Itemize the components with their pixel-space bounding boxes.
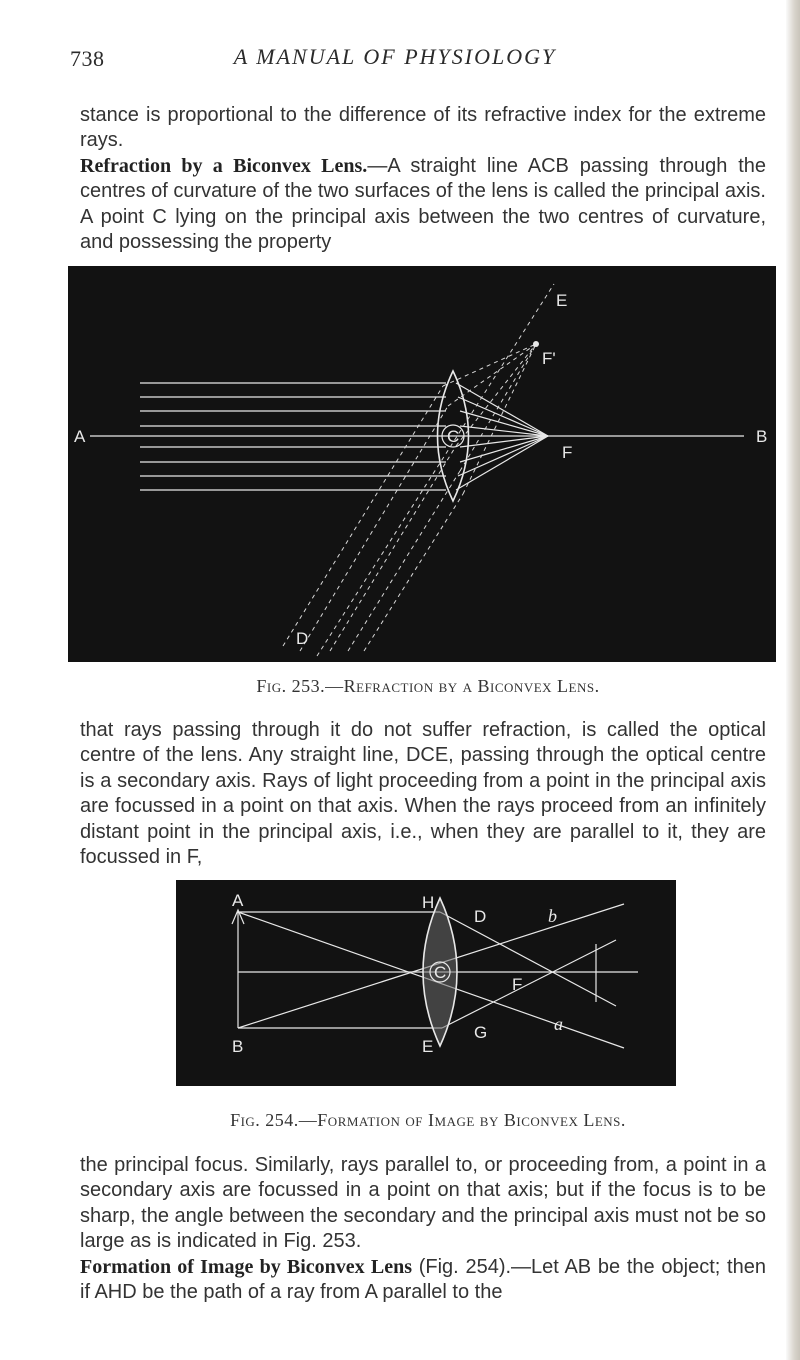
label-C: C [434, 963, 447, 982]
label-A: A [74, 427, 86, 446]
label-D: D [296, 629, 309, 648]
paragraph-2-heading: Refraction by a Biconvex Lens. [80, 155, 368, 177]
oblique-ray [283, 386, 443, 646]
label-E: E [422, 1037, 434, 1056]
oblique-refracted-ray [460, 344, 536, 471]
oblique-refracted-ray [448, 344, 536, 406]
label-C: C [447, 427, 460, 446]
paragraph-3: that rays passing through it do not suffer refraction, is called the optical centre of the lens. Any straight line, DCE, passing through the optical centre is a secondary axis. Rays of light proceeding from a point in the principal axis are focussed in a point on that axis. When the rays proceed from an infinitely distant point in the principal axis, i.e., when they are parallel to it, they are focussed in F, [80, 719, 766, 869]
figure-254 [176, 880, 676, 1086]
refracted-ray [458, 397, 548, 436]
label-D: D [474, 907, 487, 926]
figure-253 [68, 266, 776, 662]
refracted-ray [460, 411, 548, 436]
label-A: A [232, 891, 244, 910]
figure-254-drawing [176, 880, 676, 1086]
label-b: b [548, 906, 557, 926]
oblique-ray [348, 471, 460, 651]
label-H: H [422, 893, 435, 912]
label-G: G [474, 1023, 488, 1042]
label-B: B [756, 427, 768, 446]
oblique-refracted-ray [456, 344, 536, 446]
running-head: A MANUAL OF PHYSIOLOGY [233, 44, 557, 69]
refracted-ray [460, 426, 548, 436]
figure-253-caption: Fig. 253.—Refraction by a Biconvex Lens. [256, 676, 600, 696]
oblique-ray [300, 406, 448, 651]
label-a: a [554, 1014, 563, 1034]
paragraph-5-text: (Fig. 254).—Let AB be the object; then if AHD be the path of a ray from A parallel to the [80, 1256, 766, 1304]
refracted-ray [456, 436, 548, 490]
label-F: F [512, 975, 523, 994]
oblique-ray [330, 446, 456, 651]
oblique-refracted-ray [463, 344, 536, 494]
figure-253-drawing [68, 266, 776, 662]
secondary-axis-line [317, 284, 554, 656]
paragraph-5 [80, 1255, 766, 1306]
label-F: F [562, 443, 573, 462]
paragraph-1: stance is proportional to the difference of its refractive index for the extreme rays. [80, 104, 766, 152]
paragraph-2 [80, 154, 766, 256]
secondary-focus-dot [533, 341, 539, 347]
label-F-prime: F' [542, 349, 556, 368]
figure-254-caption: Fig. 254.—Formation of Image by Biconvex Lens. [230, 1110, 626, 1130]
page-number: 738 [70, 46, 105, 71]
oblique-ray [364, 494, 463, 651]
label-B: B [232, 1037, 244, 1056]
paragraph-5-heading: Formation of Image by Biconvex Lens [80, 1256, 412, 1278]
label-E: E [556, 291, 568, 310]
paragraph-4: the principal focus. Similarly, rays parallel to, or proceeding from, a point in a secondary axis are focussed in a point on that axis; but if the focus is to be sharp, the angle between the secondary and the principal axis must not be so large as is indicated in Fig. 253. [80, 1154, 766, 1253]
paragraph-2-text: —A straight line ACB passing through the centres of curvature of the two surfaces of the lens is called the principal axis. A point C lying on the principal axis between the two centres of curvature, and possessing the property [80, 155, 767, 254]
